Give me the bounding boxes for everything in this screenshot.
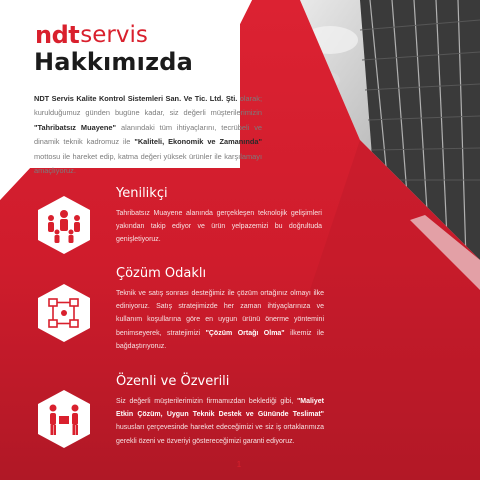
section-text-2: hususları çerçevesinde hareket edeceğimizi ve siz iş ortaklarımıza gerekli özeni ve özveriyi göstereceğimizi garanti ediyoruz. — [116, 424, 324, 445]
section-text — [116, 395, 324, 448]
page-title: Hakkımızda — [34, 48, 194, 76]
delivery-people-icon — [35, 388, 93, 450]
section-heading: Özenli ve Özverili — [116, 374, 230, 389]
section-text-2: ilkemiz ile bağdaştırıyoruz. — [116, 329, 324, 350]
logo-service: servis — [80, 22, 148, 48]
section-text-1: Siz değerli müşterilerimizin firmamızdan beklediği gibi, — [116, 398, 297, 405]
logo-brand: ndt — [35, 21, 80, 49]
page-number: 1 — [236, 460, 242, 469]
process-flow-icon — [35, 282, 93, 344]
section-text — [116, 287, 324, 353]
intro-text-1: olarak; kurulduğumuz günden bugüne kadar, siz değerli müşterilerimizin — [34, 94, 262, 118]
company-name: NDT Servis Kalite Kontrol Sistemleri San. Ve Tic. Ltd. Şti. — [34, 94, 238, 103]
section-ozenli-ve-ozverili — [116, 374, 324, 448]
section-text-1: Teknik ve satış sonrası desteğimiz ile çözüm ortağınız olmayı ilke ediniyoruz. Satış stratejimizde her zaman ihtiyaçlarınıza ve kullanım koşullarına göre en uygun ürünü önerme yöntemini benimseyerek, stratejimizi — [116, 290, 324, 337]
intro-bold-2: "Kaliteli, Ekonomik ve Zamanında" — [134, 137, 262, 147]
section-bold: "Maliyet Etkin Çözüm, Uygun Teknik Destek ve Gününde Teslimat" — [116, 398, 324, 419]
section-bold: "Çözüm Ortağı Olma" — [205, 329, 285, 337]
section-yenilikci — [116, 186, 322, 247]
intro-text-2: alanındaki tüm ihtiyaçlarını, tecrübeli ve dinamik teknik kadromuz ile — [34, 122, 262, 147]
company-logo — [35, 22, 148, 48]
team-leader-icon — [35, 194, 93, 256]
section-text: Tahribatsız Muayene alanında gerçekleşen teknolojik gelişimleri yakından takip ediyor ve ürün yelpazemizi bu doğrultuda genişletiyoruz. — [116, 210, 322, 244]
intro-text-3: mottosu ile hareket edip, katma değeri yüksek ürünler ile karşılamayı amaçlıyoruz. — [34, 151, 262, 176]
section-heading: Yenilikçi — [116, 186, 168, 201]
section-cozum-odakli — [116, 266, 324, 353]
intro-bold-1: "Tahribatsız Muayene" — [34, 122, 117, 132]
section-heading: Çözüm Odaklı — [116, 266, 207, 281]
intro-paragraph — [34, 92, 262, 178]
